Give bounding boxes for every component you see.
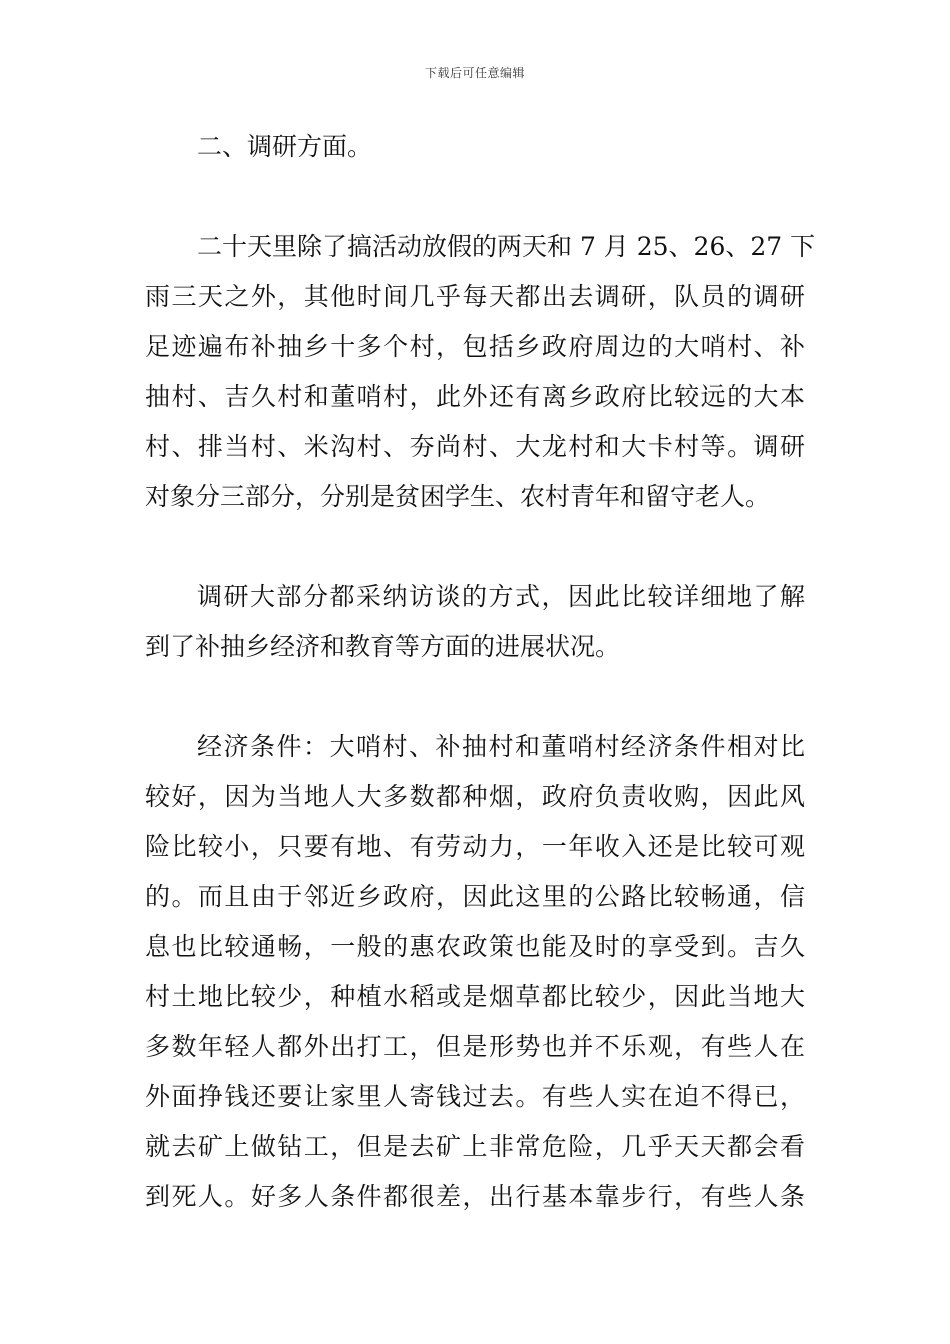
paragraph-line: 的。而且由于邻近乡政府，因此这里的公路比较畅通，信 bbox=[145, 882, 805, 911]
paragraph-line: 到了补抽乡经济和教育等方面的进展状况。 bbox=[145, 632, 621, 661]
paragraph-line: 就去矿上做钻工，但是去矿上非常危险，几乎天天都会看 bbox=[145, 1132, 805, 1161]
document-body bbox=[145, 122, 816, 1222]
paragraph-line: 息也比较通畅，一般的惠农政策也能及时的享受到。吉久 bbox=[145, 932, 805, 961]
header-note: 下载后可任意编辑 bbox=[424, 66, 525, 80]
paragraph-3 bbox=[145, 722, 805, 1222]
paragraph-line: 经济条件：大哨村、补抽村和董哨村经济条件相对比 bbox=[197, 732, 805, 761]
paragraph-gap bbox=[145, 672, 805, 722]
paragraph-line: 村、排当村、米沟村、夯尚村、大龙村和大卡村等。调研 bbox=[145, 432, 805, 461]
paragraph-line: 抽村、吉久村和董哨村，此外还有离乡政府比较远的大本 bbox=[145, 382, 805, 411]
paragraph-line: 足迹遍布补抽乡十多个村，包括乡政府周边的大哨村、补 bbox=[145, 332, 805, 361]
paragraph-gap bbox=[145, 522, 805, 572]
paragraph-line: 外面挣钱还要让家里人寄钱过去。有些人实在迫不得已， bbox=[145, 1082, 805, 1111]
paragraph-2 bbox=[145, 572, 805, 672]
paragraph-1 bbox=[145, 222, 816, 522]
paragraph-line: 对象分三部分，分别是贫困学生、农村青年和留守老人。 bbox=[145, 482, 771, 511]
paragraph-line: 雨三天之外，其他时间几乎每天都出去调研，队员的调研 bbox=[145, 282, 805, 311]
paragraph-line: 险比较小，只要有地、有劳动力，一年收入还是比较可观 bbox=[145, 832, 805, 861]
paragraph-line: 多数年轻人都外出打工，但是形势也并不乐观，有些人在 bbox=[145, 1032, 805, 1061]
paragraph-line: 调研大部分都采纳访谈的方式，因此比较详细地了解 bbox=[197, 582, 805, 611]
paragraph-line: 到死人。好多人条件都很差，出行基本靠步行，有些人条 bbox=[145, 1182, 805, 1211]
paragraph-gap bbox=[145, 172, 805, 222]
paragraph-line: 村土地比较少，种植水稻或是烟草都比较少，因此当地大 bbox=[145, 982, 805, 1011]
paragraph-line: 二十天里除了搞活动放假的两天和 7 月 25、26、27 下 bbox=[197, 232, 816, 261]
section-heading: 二、调研方面。 bbox=[197, 132, 373, 161]
paragraph-line: 较好，因为当地人大多数都种烟，政府负责收购，因此风 bbox=[145, 782, 805, 811]
